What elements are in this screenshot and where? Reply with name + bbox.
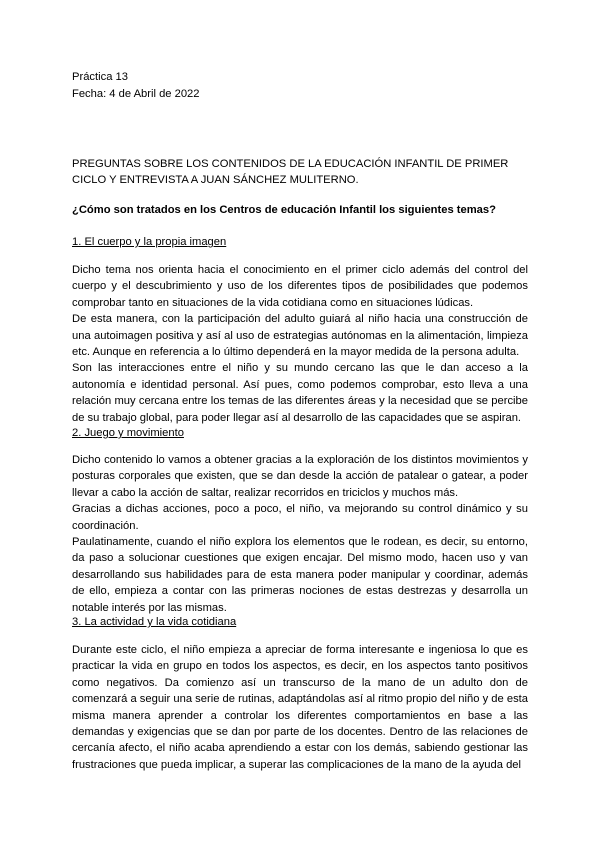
paragraph: Dicho contenido lo vamos a obtener gracias a la exploración de los distintos movimientos y posturas corporales que existen, que se dan desde la acción de patalear o gatear, a poder llevar a cabo la acción de saltar, realizar recorridos en triciclos y muchos más. [72, 454, 528, 499]
practice-number: Práctica 13 [72, 71, 128, 83]
section-heading-cuerpo: 1. El cuerpo y la propia imagen [72, 236, 227, 248]
main-question: ¿Cómo son tratados en los Centros de educación Infantil los siguientes temas? [72, 204, 496, 216]
paragraph: Gracias a dichas acciones, poco a poco, el niño, va mejorando su control dinámico y su coordinación. [72, 503, 528, 532]
paragraph: Durante este ciclo, el niño empieza a apreciar de forma interesante e ingeniosa lo que es practicar la vida en grupo en todos los aspectos, es decir, en los aspectos tanto positivos como negativos. Da comienzo así un transcurso de la mano de un adulto don de comenzará a seguir una serie de rutinas, adaptándolas así al ritmo propio del niño y de esta misma manera aprender a controlar los diferentes comportamientos en base a las demandas y exigencias que se dan por parte de los docentes. Dentro de las relaciones de cercanía afecto, el niño acaba aprendiendo a estar con los demás, sabiendo gestionar las frustraciones que pueda implicar, a superar las complicaciones de la mano de la ayuda del [72, 644, 528, 771]
document-header [72, 69, 528, 102]
section-body-cuerpo [72, 262, 528, 426]
document-title: PREGUNTAS SOBRE LOS CONTENIDOS DE LA EDUCACIÓN INFANTIL DE PRIMER CICLO Y ENTREVISTA A JUAN SÁNCHEZ MULITERNO. [72, 158, 509, 187]
section-body-actividad [72, 642, 528, 773]
paragraph: De esta manera, con la participación del adulto guiará al niño hacia una construcción de una autoimagen positiva y así al uso de estrategias autónomas en la alimentación, limpieza etc. Aunque en referencia a lo último dependerá en la mayor medida de la persona adulta. [72, 313, 528, 359]
section-heading-juego: 2. Juego y movimiento [72, 427, 184, 439]
section-heading-actividad: 3. La actividad y la vida cotidiana [72, 616, 237, 628]
paragraph: Son las interacciones entre el niño y su mundo cercano las que le dan acceso a la autonomía e identidad personal. Así pues, como podemos comprobar, esto lleva a una relación muy cercana entre los temas de las diferentes áreas y la necesidad que se percibe de su trabajo global, para poder llegar así al desarrollo de las capacidades que se aspiran. [72, 362, 528, 424]
paragraph: Paulatinamente, cuando el niño explora los elementos que le rodean, es decir, su entorno, da paso a solucionar cuestiones que exigen encajar. Del mismo modo, hacen uso y van desarrollando sus habilidades para de esta manera poder manipular y coordinar, además de ello, empieza a contar con las primeras nociones de estas destrezas y desarrolla un notable interés por las mismas. [72, 536, 528, 614]
paragraph: Dicho tema nos orienta hacia el conocimiento en el primer ciclo además del control del cuerpo y el descubrimiento y uso de los diferentes tipos de posibilidades que podemos comprobar tanto en situaciones de la vida cotidiana como en situaciones lúdicas. [72, 264, 528, 309]
practice-date: Fecha: 4 de Abril de 2022 [72, 87, 200, 100]
section-body-juego [72, 452, 528, 616]
